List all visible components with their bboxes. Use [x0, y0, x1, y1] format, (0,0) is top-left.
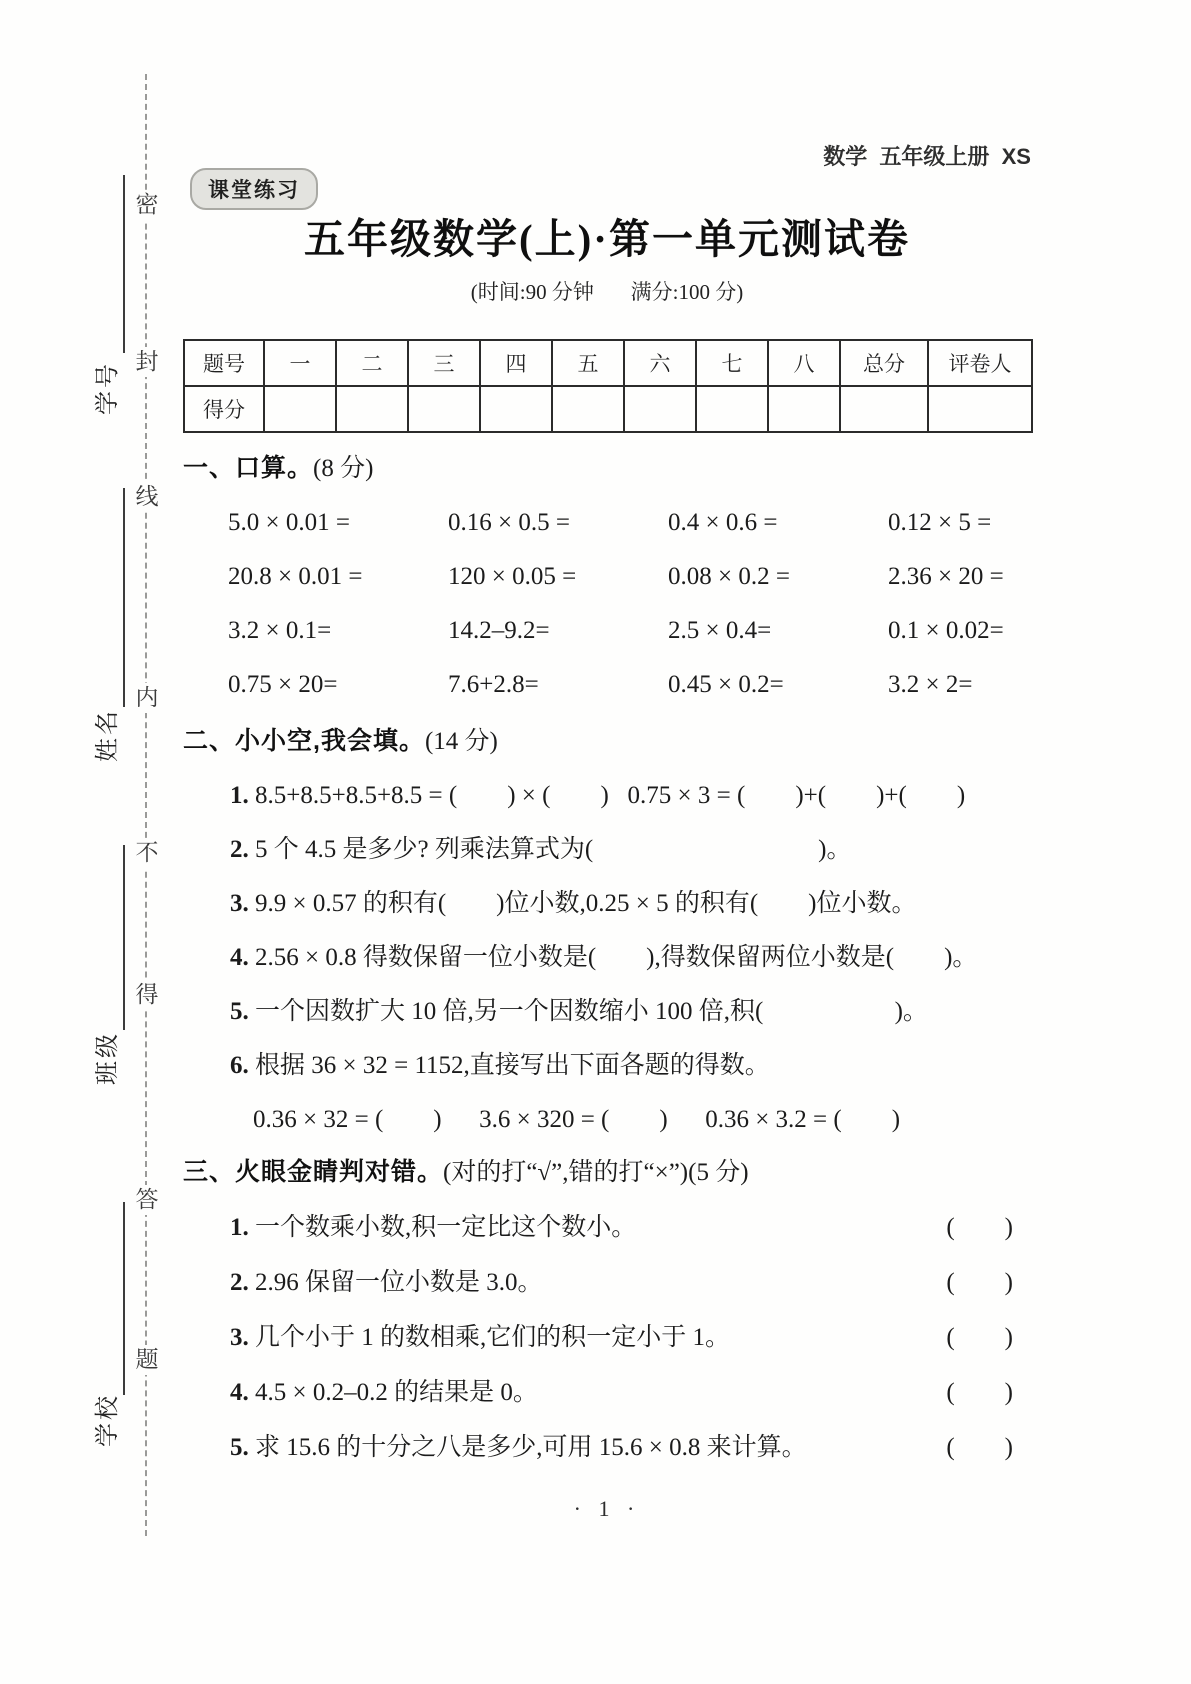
score-cell-empty: [928, 386, 1032, 432]
seal-dashed-line: [145, 74, 147, 1536]
score-cell-empty: [552, 386, 624, 432]
score-table-header-cell: 七: [696, 340, 768, 386]
judge-answer: ( ): [946, 1214, 1013, 1241]
item-text: [230, 1365, 538, 1420]
item-text: 一个因数扩大 10 倍,另一个因数缩小 100 倍,积( )。: [248, 998, 928, 1025]
item-number: 1.: [230, 1214, 249, 1241]
seal-char: 题: [132, 1345, 162, 1375]
item-text-body: 一个数乘小数,积一定比这个数小。: [248, 1214, 637, 1241]
student-id-label: 学号: [94, 361, 121, 415]
item-text: 2.56 × 0.8 得数保留一位小数是( ),得数保留两位小数是( )。: [248, 944, 978, 971]
score-table-header-cell: 二: [336, 340, 408, 386]
score-table-header-cell: 总分: [840, 340, 928, 386]
item-text: [230, 1200, 636, 1255]
oral-calc-grid: [183, 496, 1031, 712]
item-text: [230, 1310, 730, 1365]
item-number: 3.: [230, 1324, 249, 1351]
seal-char: 密: [132, 190, 162, 220]
section-points: (8 分): [313, 455, 374, 482]
class-fill-line: [123, 845, 125, 1030]
item-text-body: 求 15.6 的十分之八是多少,可用 15.6 × 0.8 来计算。: [248, 1434, 807, 1461]
judge-answer: ( ): [946, 1434, 1013, 1461]
section-title: 二、小小空,我会填。: [183, 727, 425, 755]
section-heading: [183, 714, 1031, 769]
seal-char: 答: [132, 1185, 162, 1215]
item-text: [230, 1420, 807, 1475]
judge-answer: ( ): [946, 1324, 1013, 1351]
score-table-header-cell: 五: [552, 340, 624, 386]
item-text: 9.9 × 0.57 的积有( )位小数,0.25 × 5 的积有( )位小数。: [248, 890, 917, 917]
seal-char: 不: [132, 838, 162, 868]
section-title: 三、火眼金睛判对错。: [183, 1158, 444, 1186]
class-label: 班级: [94, 1031, 121, 1085]
section-note: (对的打“√”,错的打“×”)(5 分): [443, 1159, 749, 1186]
fill-blank-item: [183, 769, 1031, 823]
score-table-header-cell: 四: [480, 340, 552, 386]
oral-calc-item: 2.36 × 20 =: [888, 563, 1004, 590]
fill-blank-item: [183, 823, 1031, 877]
item-text-body: 4.5 × 0.2–0.2 的结果是 0。: [248, 1379, 538, 1406]
judge-item: [183, 1420, 1031, 1475]
score-cell-empty: [840, 386, 928, 432]
item-number: 4.: [230, 1379, 249, 1406]
oral-calc-item: 0.4 × 0.6 =: [668, 509, 778, 536]
page-number: · 1 ·: [573, 1496, 641, 1521]
seal-char: 内: [132, 683, 162, 713]
edition-text: 数学 五年级上册 XS: [823, 144, 1031, 169]
score-cell-empty: [336, 386, 408, 432]
item-text: 8.5+8.5+8.5+8.5 = ( ) × ( ) 0.75 × 3 = ( )+( )+( ): [248, 782, 966, 809]
oral-calc-item: 0.1 × 0.02=: [888, 617, 1004, 644]
oral-calc-item: 0.12 × 5 =: [888, 509, 992, 536]
judge-answer: ( ): [946, 1269, 1013, 1296]
judge-item: [183, 1255, 1031, 1310]
seal-char: 封: [132, 347, 162, 377]
fill-blank-item: [183, 985, 1031, 1039]
section-points: (14 分): [424, 728, 498, 755]
name-label: 姓名: [94, 708, 121, 762]
oral-calc-item: 3.2 × 0.1=: [228, 617, 332, 644]
item-number: 1.: [230, 782, 249, 809]
section-fill-blanks: [183, 714, 1031, 1147]
item-text: 5 个 4.5 是多少? 列乘法算式为( )。: [248, 836, 852, 863]
judge-answer: ( ): [946, 1379, 1013, 1406]
fill-blank-item: [183, 877, 1031, 931]
student-id-fill-line: [123, 175, 125, 353]
oral-calc-item: 20.8 × 0.01 =: [228, 563, 363, 590]
oral-calc-item: 7.6+2.8=: [448, 671, 539, 698]
section-heading: [183, 1145, 1031, 1200]
score-cell-empty: [480, 386, 552, 432]
school-label: 学校: [94, 1393, 121, 1447]
score-table: [183, 339, 1033, 433]
school-fill-line: [123, 1202, 125, 1395]
fill-blank-subline: [183, 1093, 1031, 1147]
score-table-header-cell: 一: [264, 340, 336, 386]
section-oral-calc: [183, 441, 1031, 712]
section-judge: [183, 1145, 1031, 1475]
judge-item: [183, 1200, 1031, 1255]
item-text: [230, 1255, 543, 1310]
oral-calc-item: 5.0 × 0.01 =: [228, 509, 350, 536]
fill-blank-item: [183, 1039, 1031, 1093]
item-text-body: 2.96 保留一位小数是 3.0。: [248, 1269, 543, 1296]
section-title: 一、口算。: [183, 454, 314, 482]
oral-calc-item: 3.2 × 2=: [888, 671, 973, 698]
exercise-badge: 课堂练习: [190, 168, 318, 210]
section-heading: [183, 441, 1031, 496]
judge-item: [183, 1365, 1031, 1420]
score-cell-empty: [768, 386, 840, 432]
oral-calc-item: 0.45 × 0.2=: [668, 671, 784, 698]
oral-calc-item: 0.16 × 0.5 =: [448, 509, 570, 536]
score-cell-empty: [408, 386, 480, 432]
score-table-header-cell: 题号: [184, 340, 264, 386]
item-text: 0.36 × 32 = ( ) 3.6 × 320 = ( ) 0.36 × 3.2 = ( ): [253, 1106, 901, 1133]
score-table-header-cell: 六: [624, 340, 696, 386]
paper-title: 五年级数学(上)·第一单元测试卷: [304, 216, 910, 262]
item-text-body: 几个小于 1 的数相乘,它们的积一定小于 1。: [248, 1324, 731, 1351]
fill-blank-item: [183, 931, 1031, 985]
item-number: 6.: [230, 1052, 249, 1079]
paper-subtitle: (时间:90 分钟 满分:100 分): [470, 280, 744, 304]
oral-calc-item: 0.08 × 0.2 =: [668, 563, 790, 590]
score-cell-empty: [624, 386, 696, 432]
oral-calc-item: 0.75 × 20=: [228, 671, 338, 698]
name-fill-line: [123, 488, 125, 707]
score-table-header-cell: 评卷人: [928, 340, 1032, 386]
item-number: 2.: [230, 836, 249, 863]
judge-item: [183, 1310, 1031, 1365]
item-text: 根据 36 × 32 = 1152,直接写出下面各题的得数。: [248, 1052, 770, 1079]
oral-calc-item: 2.5 × 0.4=: [668, 617, 772, 644]
item-number: 5.: [230, 998, 249, 1025]
item-number: 2.: [230, 1269, 249, 1296]
seal-char: 线: [132, 482, 162, 512]
oral-calc-item: 120 × 0.05 =: [448, 563, 577, 590]
oral-calc-item: 14.2–9.2=: [448, 617, 550, 644]
score-cell-empty: [264, 386, 336, 432]
item-number: 5.: [230, 1434, 249, 1461]
score-cell-empty: [696, 386, 768, 432]
seal-char: 得: [132, 980, 162, 1010]
item-number: 3.: [230, 890, 249, 917]
score-table-header-cell: 三: [408, 340, 480, 386]
score-row-label: 得分: [184, 386, 264, 432]
score-table-header-cell: 八: [768, 340, 840, 386]
item-number: 4.: [230, 944, 249, 971]
